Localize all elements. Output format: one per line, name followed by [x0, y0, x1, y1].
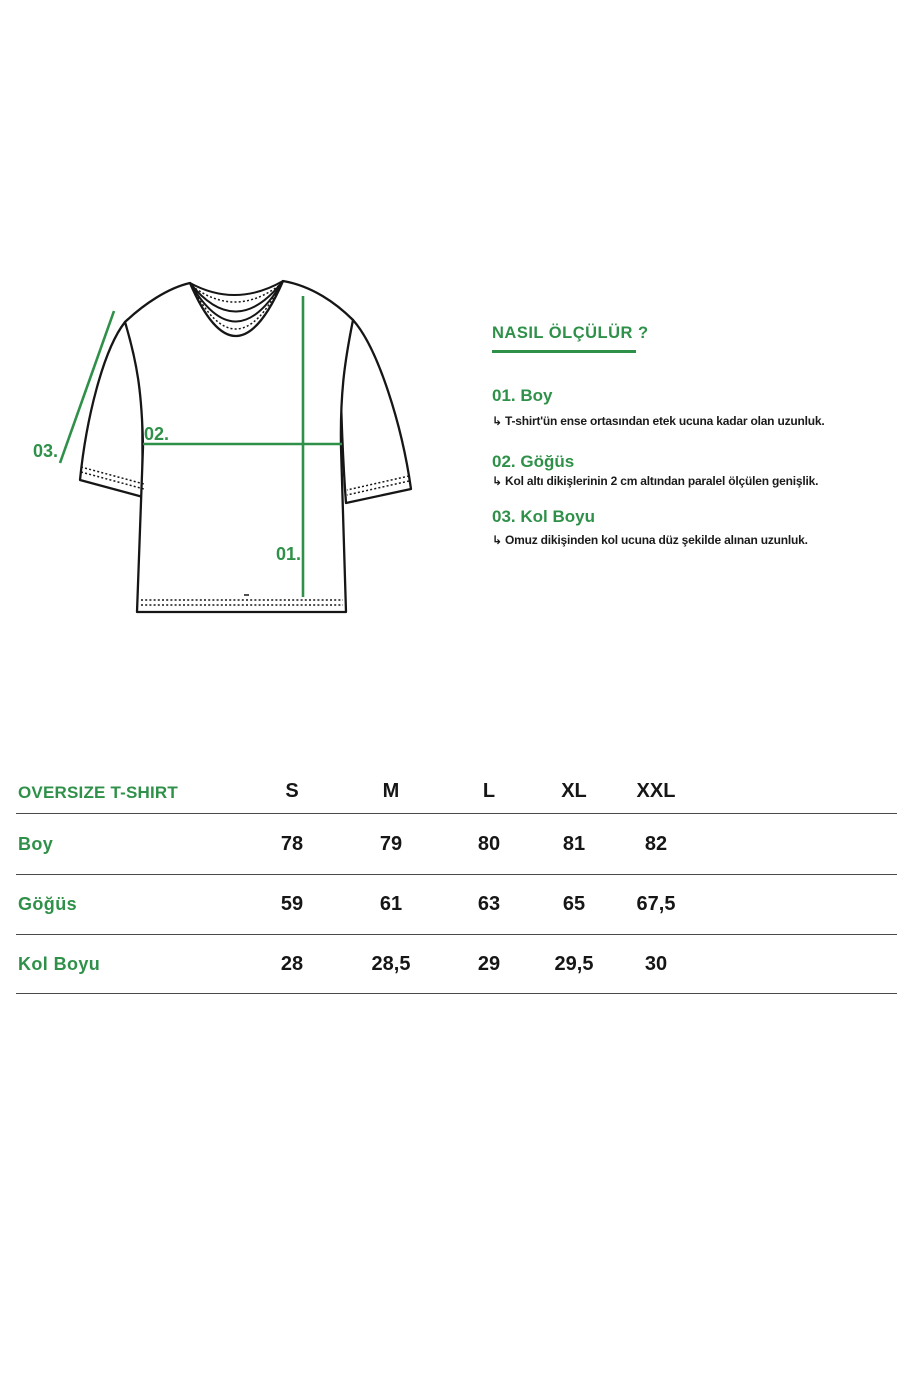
measure-item-length-title: 01. Boy [492, 386, 553, 405]
table-row-length [16, 814, 897, 875]
row-label-length: Boy [18, 833, 54, 854]
tshirt-body [125, 281, 353, 612]
chest-value-xxl: 67,5 [636, 893, 676, 915]
sleeve-value-xl: 29,5 [554, 952, 594, 975]
sleeve-value-s: 28 [280, 952, 304, 975]
length-value-xxl: 82 [644, 832, 668, 855]
tshirt-measurement-diagram [25, 255, 455, 625]
howto-title: NASIL ÖLÇÜLÜR ? [492, 324, 649, 342]
chest-value-xl: 65 [562, 893, 586, 915]
measure-item-sleeve-description: ↳ Omuz dikişinden kol ucuna düz şekilde alınan uzunluk. [492, 533, 808, 547]
length-value-s: 78 [280, 832, 304, 855]
length-value-xl: 81 [562, 832, 586, 855]
howto-title-underline [492, 350, 636, 353]
size-column-xl: XL [561, 780, 587, 802]
table-row-sleeve [16, 935, 897, 994]
sleeve-value-l: 29 [477, 952, 501, 975]
row-label-chest: Göğüs [18, 894, 77, 914]
size-table [16, 770, 897, 994]
chest-value-s: 59 [280, 893, 304, 915]
sleeve-value-m: 28,5 [371, 952, 411, 975]
sleeve-measure-label: 03. [33, 441, 59, 461]
chest-value-l: 63 [477, 893, 501, 915]
measure-item-chest-description: ↳ Kol altı dikişlerinin 2 cm altından paralel ölçülen genişlik. [492, 474, 819, 488]
measure-item-sleeve-title: 03. Kol Boyu [492, 507, 595, 526]
measure-item-chest-title: 02. Göğüs [492, 452, 575, 471]
table-row-chest [16, 875, 897, 935]
length-value-m: 79 [379, 832, 403, 855]
size-column-xxl: XXL [636, 780, 676, 802]
size-column-m: M [382, 780, 400, 802]
size-table-header-row [16, 770, 897, 814]
product-name-label: OVERSIZE T-SHIRT [18, 783, 178, 802]
measure-item-length-description: ↳ T-shirt'ün ense ortasından etek ucuna kadar olan uzunluk. [492, 414, 825, 428]
chest-measure-label: 02. [144, 424, 170, 444]
size-column-l: L [482, 780, 496, 802]
tshirt-right-sleeve [339, 320, 411, 503]
tshirt-drawing [80, 281, 411, 612]
size-column-s: S [285, 780, 299, 802]
chest-value-m: 61 [379, 893, 403, 915]
length-value-l: 80 [477, 832, 501, 855]
length-measure-label: 01. [276, 544, 302, 564]
sleeve-value-xxl: 30 [644, 952, 668, 975]
row-label-sleeve: Kol Boyu [18, 953, 101, 974]
